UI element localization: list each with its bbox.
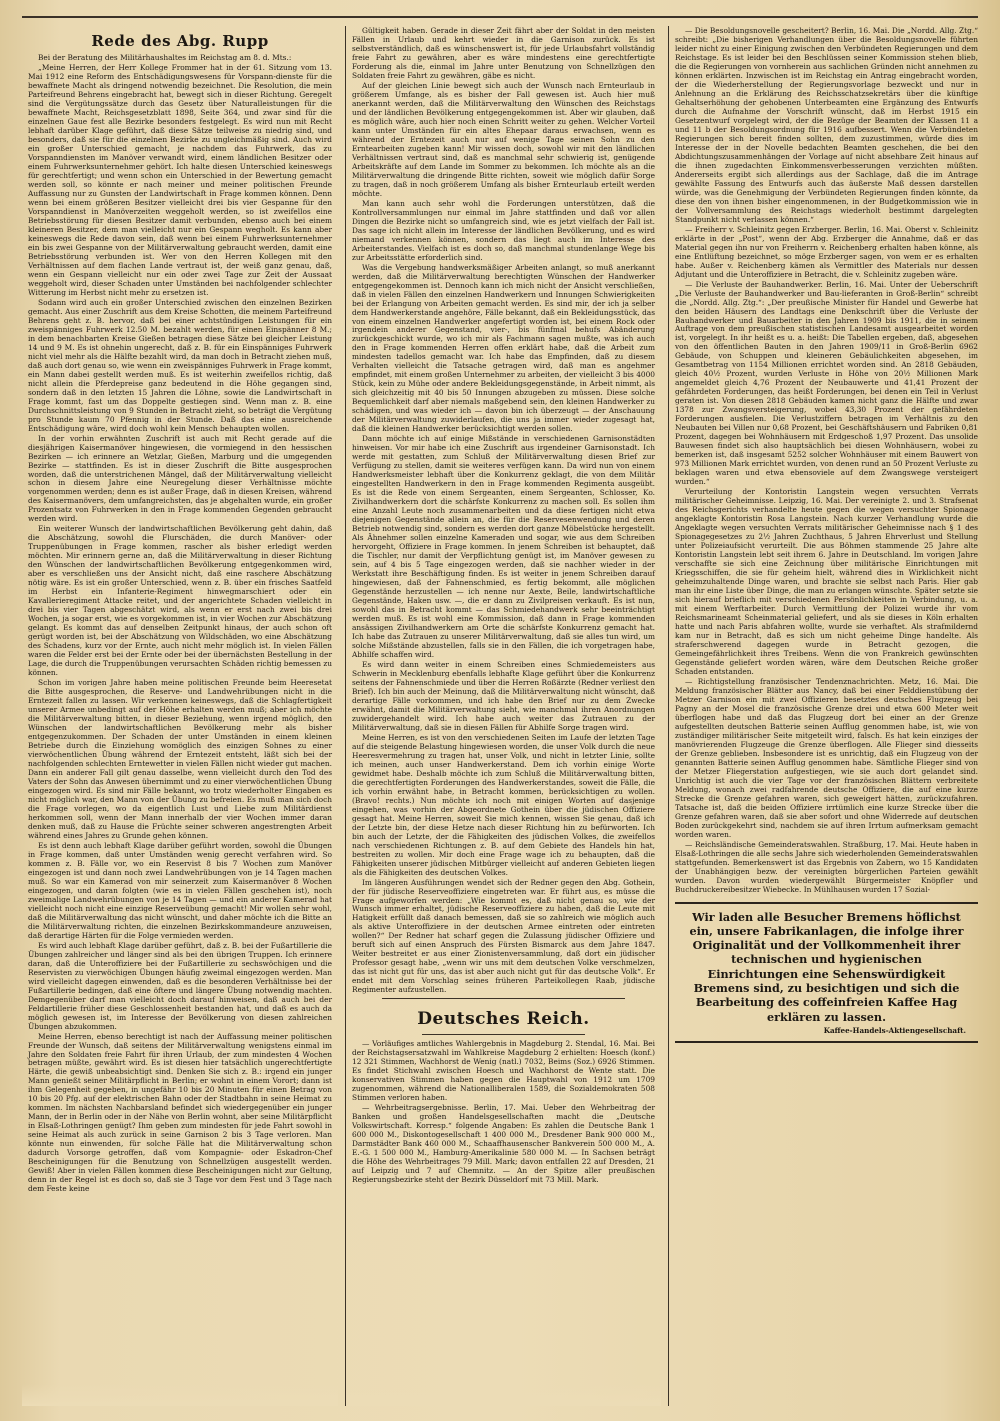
section-title-deutsches-reich: Deutsches Reich. xyxy=(417,1009,590,1030)
advertisement-text: Wir laden alle Besucher Bremens höflichst ein, unsere Fabrikanlagen, die infolge ihrer Originalität und der Vollkommenheit ihrer technischen und hygienischen Einrichtungen eine Sehenswürdigkeit Bremens sind, zu besichtigen und sich die Bearbeitung des coffeinfreien Kaffee Hag erklären zu lassen. xyxy=(689,909,964,1024)
news-item: — Wehrbeitragsergebnisse. Berlin, 17. Mai. Ueber den Wehrbeitrag der Banken und großen Handelsgesellschaften macht die „Deutsche Volkswirtschaft. Korresp.“ folgende Angaben: Es zahlen die Deutsche Bank 1 600 000 M., Diskontogesellschaft 1 400 000 M., Dresdener Bank 900 000 M., Darmstädter Bank 460 000 M., Schaaffhausenscher Bankverein 500 000 M., A. E.-G. 1 500 000 M., Hamburg-Amerikalinie 580 000 M. — In Sachsen beträgt die Höhe des Wehrbeitrages 79 Mill. Mark; davon entfallen 22 auf Dresden, 21 auf Leipzig und 7 auf Chemnitz. — An der Spitze aller preußischen Regierungsbezirke steht der Bezirk Düsseldorf mit 73 Mill. Mark. xyxy=(352,1102,655,1184)
paragraph: Meine Herren, es ist von den verschiedenen Seiten im Laufe der letzten Tage auf die steigende Belastung hingewiesen worden, die unser Volk durch die neue Heeresvermehrung zu tragen hat, unser Volk, und nicht in letzter Linie, sollte ich meinen, auch unser Handwerkerstand. Dem ich vorhin einige Worte gewidmet habe. Deshalb möchte ich zum Schluß die Militärverwaltung bitten, die gerechtfertigten Forderungen des Handwerkerstandes, soweit die Fälle, die ich vorhin erwähnt habe, in Betracht kommen, berücksichtigen zu wollen. (Bravo! rechts.) Nun möchte ich noch mit einigen Worten auf dasjenige eingehen, was vorhin der Abgeordnete Gothein über die jüdischen Offiziere gesagt hat. Meine Herren, soweit Sie mich kennen, wissen Sie genau, daß ich der Letzte bin, der diese Hetze nach dieser Richtung hin zu befürworten. Ich bin auch der Letzte, der die Fähigkeiten des jüdischen Volkes, die zweifellos nach verschiedenen Richtungen z. B. auf dem Gebiete des Handels hin hat, bestreiten zu wollen. Mir doch eine Frage wage ich zu behaupten, daß die Fähigkeiten unserer jüdischen Mitbürger vielleicht auf anderen Gebieten liegen als die Fähigkeiten des deutschen Volkes. xyxy=(352,732,655,877)
advertisement-kaffee-hag xyxy=(675,902,978,1044)
paragraph: Schon im vorigen Jahre haben meine politischen Freunde beim Heeresetat die Bitte ausgesprochen, die Reserve- und Landwehrübungen nicht in die Erntezeit fallen zu lassen. Wir verkennen keineswegs, daß die Schlagfertigkeit unserer Armee unbedingt auf der Höhe erhalten werden muß; aber ich möchte die Militärverwaltung bitten, in dieser Beziehung, wenn irgend möglich, den Wünschen der landwirtschaftlichen Bevölkerung mehr als bisher entgegenzukommen. Der Schaden der unter Umständen in einem kleinen Betriebe durch die Einziehung womöglich des einzigen Sohnes zu einer vierwöchentlichen Übung während der Erntezeit entsteht, läßt sich bei der nachfolgenden schlechten Erntewetter in vielen Fällen nicht wieder gut machen. Dann ein anderer Fall gilt genau dasselbe, wenn vielleicht durch den Tod des Vaters der Sohn das Anwesen übernimmt und zu einer vierwöchentlichen Übung eingezogen wird. Es sind mir Fälle bekannt, wo trotz wiederholter Eingaben es nicht möglich war, den Mann von der Übung zu befreien. Es muß man sich doch die Frage vorlegen, wo da eigentlich Lust und Liebe zum Militärdienst herkommen soll, wenn der Mann innerhalb der vier Wochen immer daran denken muß, daß zu Hause die Früchte seiner schweren angestrengten Arbeit während eines Jahres zu Grunde gehen können. xyxy=(28,678,332,840)
paragraph: Es ist denn auch lebhaft Klage darüber geführt worden, sowohl die Übungen in Frage kommen, daß unter Umständen wenig gerecht verfahren wird. So kommen z. B. Fälle vor, wo ein Reservist 8 bis 7 Wochen zum Manöver eingezogen ist und dann noch zwei Landwehrübungen von je 14 Tagen machen muß. So war ein Kamerad von mir seinerzeit zum Kaisermanöver 8 Wochen eingezogen, und daran folgten (wie es in vielen Fällen geschehen ist), noch zweimalige Landwehrübungen von je 14 Tagen — und ein anderer Kamerad hat vielleicht noch nicht eine einzige Reserveübung gemacht! Mir wollen sehr wohl, daß die Militärverwaltung das nicht wünscht, und daher möchte ich die Bitte an die Militärverwaltung richten, die einzelnen Bezirkskommandeure anzuweisen, daß derartige Härten für die Folge vermieden werden. xyxy=(28,840,332,940)
paragraph: Es wird dann weiter in einem Schreiben eines Schmiedemeisters aus Schwerin in Mecklenburg ebenfalls lebhafte Klage geführt über die Konkurrenz seitens der Fahnenschmiede und über die Herren Roßärzte (Redner verliest den Brief). Ich bin auch der Meinung, daß die Militärverwaltung nicht wünscht, daß derartige Fälle vorkommen, und ich habe den Brief nur zu dem Zwecke erwähnt, damit die Militärverwaltung sieht, wie manchmal ihren Anordnungen zuwidergehandelt wird. Ich habe auch weiter das Zutrauen zu der Militärverwaltung, daß sie in diesen Fällen für Abhilfe Sorge tragen wird. xyxy=(352,659,655,732)
news-item: — Reichsländische Gemeinderatswahlen. Straßburg, 17. Mai. Heute haben in Elsaß-Lothringen die alle sechs Jahre sich wiederholenden Gemeinderatswahlen stattgefunden. Bemerkenswert ist das Ergebnis von Zabern, wo 15 Kandidaten der Unabhängigen bezw. der vereinigten bürgerlichen Parteien gewählt wurden. Davon wurden wiedergewählt Bürgermeister Knöpfler und Buchdruckereibesitzer Wiebecke. In Mühlhausen wurden 17 Sozial- xyxy=(675,839,978,894)
paragraph: Dann möchte ich auf einige Mißstände in verschiedenen Garnisonstädten hinweisen. Vor mir habe ich eine Zuschrift aus irgendeiner Garnisonstadt. Ich werde mit gestatten, zum Schluß der Militärverwaltung diesen Brief zur Verfügung zu stellen, damit sie weiteres verfügen kann. Da wird nun von einem Handwerksmeister lebhaft über die Konkurrenz geklagt, die von dem Militär eingestellten Handwerkern in den in Frage kommenden Regimenta ausgeübt. Es ist die Rede von einem Sergeanten, einem Sergeanten, Schlosser, Ko. Zivilhandwerkern dort die schärfste Konkurrenz zu machen soll. Es sollen ihm eine Anzahl Leute noch zusammenarbeiten und da diese fertigen nicht etwa diejenigen Gegenstände allein an, die für die Reservesenwendung und deren Betrieb notwendig sind, sondern es werden dort ganze Möbelstücke hergestellt. Als Ähnehmer sollen einzelne Kameraden und sogar, wie aus dem Schreiben hervorgeht, Offiziere in Frage kommen. In jenem Schreiben ist behauptet, daß die Tischler, nur damit der Verpflichtung genügt ist, im Manöver gewesen zu sein, auf 4 bis 5 Tage eingezogen werden, daß sie nachher wieder in der Werkstatt ihre Beschäftigung finden. Es ist weiter in jenem Schreiben darauf hingewiesen, daß der Fahnenschmied, es fertig bekommt, alle möglichen Gegenstände herzustellen — ich nenne nur Aexte, Beile, landwirtschaftliche Gegenstände, Haken usw. —, die er dann zu Zivilpreisen verkauft. Es ist nun, sowohl das in Betracht kommt — das Schmiedehandwerk sehr beeinträchtigt werden muß. Es ist wohl eine Kommission, daß dann in Frage kommenden ansässigen Zivilhandwerkern am Orte die schärfste Konkurrenz gemacht hat. Ich habe das Zutrauen zu unserer Militärverwaltung, daß sie alles tun wird, um solche Mißstände abzustellen, falls sie in den Fällen, die ich vorgetragen habe, Abhilfe schaffen wird. xyxy=(352,434,655,659)
column-left xyxy=(22,26,338,1406)
news-item: — Vorläufiges amtliches Wahlergebnis in Magdeburg 2. Stendal, 16. Mai. Bei der Reichstagsersatzwahl im Wahlkreise Magdeburg 2 erhielten: Hoesch (konf.) 12 321 Stimmen, Wachhorst de Wenig (natl.) 7032, Beims (Soz.) 6926 Stimmen. Es findet Stichwahl zwischen Hoesch und Wachhorst de Wente statt. Die konservativen Stimmen haben gegen die Hauptwahl von 1912 um 1709 zugenommen, während die Nationalliberalen 1589, die Sozialdemokraten 508 Stimmen verloren haben. xyxy=(352,1038,655,1102)
news-item: — Die Besoldungsnovelle gescheitert? Berlin, 16. Mai. Die „Nordd. Allg. Ztg.“ schreibt: „Die bisherigen Verhandlungen über die Besoldungsnovelle führten leider nicht zu einer Einigung zwischen den Verbündeten Regierungen und dem Reichstage. Es ist leider bei den Beschlüssen seiner Kommission stehen blieb, die die Regierungen von vornherein aus sachlichen Gründen nicht annehmen zu können erklärten. Inzwischen ist im Reichstag ein Antrag eingebracht worden, der die Wiederherstellung der Regierungsvorlage bezweckt und nur in Anlehnung an die Erklärung des Reichsschatzsekretärs über die künftige Gehaltserhöhung der gehobenen Unterbeamten eine Ergänzung des Entwurfs durch die Aufnahme der Vorschrift wünscht, daß im Herbst 1915 ein Gesetzentwurf vorgelegt wird, der die Bezüge der Beamten der Klassen 11 a und 11 b der Besoldungsordnung für 1916 aufbessert. Wenn die Verbündeten Regierungen sich bereit finden sollten, dem zuzustimmen, würde dies im Interesse der in der Novelle bedachten Beamten geschehen, die bei den Abdichtungszusammenhängen der Vorlage auf nicht absehbare Zeit hinaus auf die ihnen zugedachten Einkommensverbesserungen verzichten müßten. Andererseits ergibt sich allerdings aus der Sachlage, daß die im Antrage gewählte Fassung des Entwurfs auch das äußerste Maß dessen darstellen würde, was die Genehmigung der Verbündeten Regierungen finden könnte, da diese den von ihnen bisher eingenommenen, in der Budgetkommission wie in der Vollversammlung des Reichstags wiederholt bestimmt dargelegten Standpunkt nicht verlassen können.“ xyxy=(675,26,978,224)
paragraph: Was die Vergebung handwerksmäßiger Arbeiten anlangt, so muß anerkannt werden, daß die Militärverwaltung berechtigten Wünschen der Handwerker entgegengekommen ist. Dennoch kann ich mich nicht der Ansicht verschließen, daß in vielen Fällen den einzelnen Handwerkern und Innungen Schwierigkeiten bei der Erlangung von Arbeiten gemacht werden. Es sind mir, der ich ja selber dem Handwerkerstande angehöre, Fälle bekannt, daß ein Bekleidungsstück, das von einem einzelnen Handwerker angefertigt worden ist, bei einem Rock oder irgendein anderer Gegenstand, vier-, bis fünfmal behufs Abänderung zurückgeschickt wurde, wo ich mir als Fachmann sagen mußte, was ich auch den in Frage kommenden Herren offen erklärt habe, daß die Arbeit zum mindesten tadellos gemacht war. Ich habe das Empfinden, daß zu diesem Verhalten vielleicht die Tatsache getragen wird, daß man es angehmer empfindet, mit einem großen Unternehmer zu arbeiten, der vielleicht 3 bis 4000 Stück, kein zu Mühe oder andere Bekleidungsgegenstände, in Arbeit nimmt, als sich gleichzeitig mit 40 bis 50 Innungen abzugeben zu müssen. Diese solche Bequemlichkeit darf aber niemals maßgebend sein, den kleinen Handwerker zu schädigen, und was wieder ich — davon bin ich überzeugt — der Anschauung der Militärverwaltung zuwiderlaufen, die uns ja immer wieder zugesagt hat, daß die kleinen Handwerker berücksichtigt werden sollen. xyxy=(352,262,655,434)
column-fade xyxy=(22,1384,338,1406)
paragraph: Auf der gleichen Linie bewegt sich auch der Wunsch nach Ernteurlaub in größerem Umfange, als es bisher der Fall gewesen ist. Auch hier muß anerkannt werden, daß die Militärverwaltung den Wünschen des Reichstags und der ländlichen Bevölkerung entgegengekommen ist. Aber wir glauben, daß es möglich wäre, auch hier noch einen Schritt weiter zu gehen. Welcher Vorteil kann unter Umständen für ein altes Ehepaar daraus erwachsen, wenn es während der Erntezeit auch nur auf wenige Tage seinen Sohn zu den Erntearbeiten zugeben kann! Mir wissen doch, sowohl wir mit den ländlichen Verhältnissen vertraut sind, daß es manchmal sehr schwierig ist, genügende Arbeitskräfte auf dem Lande im Sommer zu bekommen. Ich möchte als an die Militärverwaltung die dringende Bitte richten, soweit wie möglich dafür Sorge zu tragen, daß in noch größerem Umfang als bisher Ernteurlaub erteilt werden möchte. xyxy=(352,80,655,198)
news-item: — Freiherr v. Schleinitz gegen Erzberger. Berlin, 16. Mai. Oberst v. Schleinitz erklärte in der „Post“, wenn der Abg. Erzberger die Annahme, daß er das Material gegen ihn nur von Freiherrn v. Reichenberg erhalten haben könne, als eine Entlüftung bezeichnet, so möge Erzberger sagen, von wem er es erhalten habe. Außer v. Reichenberg kämen als Vermittler des Materials nur dessen Adjutant und die Unteroffiziere in Betracht, die v. Schleinitz zugeben wäre. xyxy=(675,224,978,279)
column-fade xyxy=(346,1384,661,1406)
news-item: — Die Verluste der Bauhandwerker. Berlin, 16. Mai. Unter der Ueberschrift „Die Verluste der Bauhandwerker und Bau-lieferanten in Groß-Berlin“ schreibt die „Nordd. Allg. Ztg.“: „Der preußische Minister für Handel und Gewerbe hat den beiden Häusern des Landtags eine Denkschrift über die Verluste der Bauhandwerker und Bauarbeiter in den Jahren 1909 bis 1911, die in seinem Auftrage von dem preußischen statistischen Landesamt ausgearbeitet worden ist, vorgelegt. In ihr heißt es u. a. heißt: Die Tabellen ergeben, daß, abgesehen von den öffentlichen Bauten in den Jahren 1909/11 in Groß-Berlin 6962 Gebäude, von Schuppen und kleineren Gebäulichkeiten abgesehen, im Gesamtbetrag von 1154 Millionen errichtet worden sind. An 2818 Gebäuden, gleich 40½ Prozent, wurden Verluste in Höhe von 20½ Millionen Mark angemeldet gleich 4,76 Prozent der Neubauwerte und 41,41 Prozent der gefährdeten Forderungen, das heißt Forderungen, bei denen ein Teil in Verlust geraten ist. Von diesen 2818 Gebäuden kamen nicht ganz die Hälfte und zwar 1378 zur Zwangsversteigerung, wobei 43,30 Prozent der gefährdeten Forderungen ausfielen. Die Verlustziffern betragen im Verhältnis zu den Neubauten bei Villen nur 0,68 Prozent, bei Geschäftshäusern und Fabriken 0,81 Prozent, dagegen bei Wohnhäusern mit Erdgeschoß 1,97 Prozent. Das unsolide Bauwesen findet sich also hauptsächlich bei diesen Wohnhäusern, wobei zu bemerken ist, daß insgesamt 5252 solcher Wohnhäuser mit einem Bauwert von 973 Millionen Mark errichtet wurden, von denen rund an 50 Prozent Verluste zu beklagen waren und etwa ebensoviele auf dem Zwangswege versteigert wurden.“ xyxy=(675,279,978,487)
news-item: — Richtigstellung französischer Tendenznachrichten. Metz, 16. Mai. Die Meldung französischer Blätter aus Nancy, daß bei einer Felddienstübung der Metzer Garnison ein mit zwei Offizieren besetztes deutsches Flugzeug bei Pagny an der Mosel die französische Grenze drei und etwa 600 Meter weit überflogen habe und daß das Flugzeug dort bei einer an der Grenze aufgestellten deutschen Batterie seinen Aufflug genommen habe, ist, wie von zuständiger militärischer Seite mitgeteilt wird, falsch. Es hat kein einziges der manövrierenden Flugzeuge die Grenze überflogen. Alle Flieger sind diesseits der Grenze geblieben. Insbesondere ist es unrichtig, daß ein Flugzeug von der genannten Batterie seinen Aufflug genommen habe. Sämtliche Flieger sind von der Metzer Fliegerstation aufgestiegen, wie sie auch dort gelandet sind. Unrichtig ist auch die vier Tage vor der französischen Blättern verbreitete Meldung, wonach zwei radfahrende deutsche Offiziere, die auf eine kurze Strecke die Grenze gefahren waren, sich geweigert hätten, zurückzufahren. Tatsache ist, daß die beiden Offiziere irrtümlich eine kurze Strecke über die Grenze gefahren waren, daß sie aber sofort und ohne Widerrede auf deutschen Boden zurückgekehrt sind, nachdem sie auf ihren Irrtum aufmerksam gemacht worden waren. xyxy=(675,676,978,839)
paragraph: Gültigkeit haben. Gerade in dieser Zeit fährt aber der Soldat in den meisten Fällen in Urlaub und kehrt wieder in die Garnison zurück. Es ist selbstverständlich, daß es wünschenswert ist, für jede Urlaubsfahrt vollständig freie Fahrt zu gewähren, aber es wäre mindestens eine gerechtfertigte Forderung als die, einmal im Jahre unter Benutzung von Schnellzügen den Soldaten freie Fahrt zu gewähren, gäbe es nicht. xyxy=(352,26,655,80)
section-divider xyxy=(382,998,625,999)
columns xyxy=(22,26,978,1406)
paragraph: Man kann auch sehr wohl die Forderungen unterstützen, daß die Kontrollversammlungen nur einmal im Jahre stattfinden und daß vor allen Dingen die Bezirke nicht so umfangreich sind, wie es jetzt vielfach der Fall ist. Das sage ich nicht allein im Interesse der ländlichen Bevölkerung, und es wird niemand verkennen können, sondern das liegt auch im Interesse des Arbeiterstandes. Vielfach ist es doch so, daß manchmal stundenlange Wege bis zur Arbeitsstätte erforderlich sind. xyxy=(352,198,655,262)
article-title-rupp: Rede des Abg. Rupp xyxy=(91,32,269,50)
paragraph: Ein weiterer Wunsch der landwirtschaftlichen Bevölkerung geht dahin, daß die Abschätzung, sowohl die Flurschäden, die durch Manöver- oder Truppenübungen in Frage kommen, rascher als bisher erledigt werden möchten. Mir erinnern gerne an, daß die Militärverwaltung in dieser Richtung den Wünschen der landwirtschaftlichen Bevölkerung entgegenkommen wird, aber es verschließen uns der Ansicht nicht, daß eine raschere Abschätzung nötig wäre. Es ist ein großer Unterschied, wenn z. B. über ein frisches Saatfeld im Herbst ein Infanterie-Regiment hinwegmarschiert oder ein Kavallerieregiment Attacke reitet, und der angerichtete Schaden vielleicht in drei bis vier Tagen abgeschätzt wird, als wenn er erst nach zwei bis drei Wochen, ja sogar erst, wie es vorgekommen ist, in vier Wochen zur Abschätzung gelangt. Es kommt das auf denselben Zeitpunkt hinaus, der auch schon oft gerügt worden ist, bei der Abschätzung von Wildschäden, wo eine Abschätzung des Schadens, kurz vor der Ernte, auch nicht mehr möglich ist. In vielen Fällen waren die Felder erst bei der Ernte oder bei der übernächsten Bestellung in der Lage, die durch die Truppenübungen verursachten Schäden richtig bemessen zu können. xyxy=(28,524,332,678)
paragraph: Bei der Beratung des Militärhaushaltes im Reichstag am 8. d. Mts.: xyxy=(38,53,292,63)
column-middle xyxy=(345,26,661,1406)
paragraph: In der vorhin erwähnten Zuschrift ist auch mit Recht gerade auf die diesjährigen Kaisermanöver hingewiesen, die vormiegend in den hessischen Bezirken — ich erinnere an Wetzlar, Gießen, Marburg und die umgegenden Bezirke — stattfinden. Es ist in dieser Zuschrift die Bitte ausgesprochen worden, daß die unterstrichenen Mängel, daß der Militärverwaltung vielleicht schon in diesem Jahre eine Neuregelung dieser Verhältnisse möchte vorgenommen werden; denn es ist außer Frage, daß in diesen Kreisen, während des Kaisermanövers, dem umfangreichsten, das je abgehalten wurde, ein großer Prozentsatz von Fuhrwerken in den in Frage kommenden Gegenden gebraucht werden wird. xyxy=(28,433,332,524)
advertisement-signoff: Kaffee-Handels-Aktiengesellschaft. xyxy=(823,1026,966,1036)
column-right xyxy=(668,26,984,1406)
paragraph: Im längeren Ausführungen wendet sich der Redner gegen den Abg. Gothein, der für jüdische Reserveoffiziere eingetreten war. Er führt aus, es müsse die Frage aufgeworfen werden: „Wie kommt es, daß nicht genau so, wie der Wunsch immer erhaltet, jüdische Reserveoffiziere zu haben, daß die Leute mit Hatigkeit erfüllt daß danach bemessen, daß sie so zahlreich wie möglich auch als aktive Unteroffiziere in der deutschen Armee eintreten oder eintreten wollen?“ Der Redner hat scharf gegen die Zulassung jüdischer Offiziere und beruft sich auf einen Anspruch des Fürsten Bismarck aus dem Jahre 1847. Weiter bestreitet er aus einer Zionistenversammlung, daß dort ein jüdischer Professor gesagt habe, „wenn wir uns mit dem deutschen Volke verschmelzen, das ist nicht gut für uns, das ist aber auch nicht gut für das deutsche Volk“. Er endet mit dem Vorschlag seines früheren Parteikollegen Raab, jüdische Regimenter aufzustellen. xyxy=(352,877,655,995)
paragraph: „Meine Herren, der Herr Kollege Frommer hat in der 61. Sitzung vom 13. Mai 1912 eine Reform des Entschädigungswesens für Vorspann-dienste für die bewaffnete Macht als dringend notwendig bezeichnet. Die Resolution, die mein Parteifreund Behrens eingebracht hat, bewegt sich in dieser Richtung. Geregelt sind die Vergütungssätze durch das Gesetz über Naturalleistungen für die bewaffnete Macht, Reichsgesetzblatt 1898, Seite 364, und zwar sind für die einzelnen Gaue fest alle Bezirke besonders festgelegt. Es wird nun mit Recht lebhaft darüber Klage geführt, daß diese Sätze teilweise zu niedrig sind, und besonders, daß sie für die einzelnen Bezirke zu ungleichmäßig sind. Auch wird ein großer Unterschied gemacht, je nachdem das Fuhrwerk, das zu Vorspanndiensten im Manöver verwandt wird, einem ländlichen Besitzer oder einem Fuhrwerksunternehmer gehört. Ich halte diesen Unterschied keineswegs für gerechtfertigt; und wenn schon ein Unterschied in der Bewertung gemacht werden soll, so könnte er nach meiner und meiner politischen Freunde Auffassung nur zu Gunsten der Landwirtschaft in Frage kommen können. Denn wenn bei einem größeren Besitzer vielleicht drei bis vier Gespanne für den Vorspanndienst in Manöverzeiten weggeholt werden, so ist zweifellos eine Betriebsstörung für diesen Besitzer damit verbunden, ebenso auch bei einem kleineren Besitzer, dem man vielleicht nur ein Gespann wegholt. Es kann aber keineswegs die Rede davon sein, daß wenn bei einem Fuhrwerksunternehmer ein bis zwei Gespanne von der Militärverwaltung gebraucht werden, damit eine Betriebsstörung verbunden ist. Wer von den Herren Kollegen mit den Verhältnissen auf dem flachen Lande vertraut ist, der weiß ganz genau, daß, wenn ein Gespann vielleicht nur ein oder zwei Tage zur Zeit der Aussaat weggeholt wird, dieser Schaden unter Umständen bei nachfolgender schlechter Witterung im Herbst nicht mehr zu ersetzen ist. xyxy=(28,63,332,297)
paragraph: Es wird auch lebhaft Klage darüber geführt, daß z. B. bei der Fußartillerie die Übungen zahlreicher und länger sind als bei den übrigen Truppen. Ich erinnere daran, daß die Unteroffiziere bei der Fußartillerie zu sechswöchigen und die Reservisten zu vierwöchigen Übungen häufig zweimal eingezogen werden. Man wird vielleicht dagegen einwenden, daß es die besonderen Verhältnisse bei der Fußartillerie bedingen, daß eine öftere und längere Übung notwendig machten. Demgegenüber darf man vielleicht doch darauf hinweisen, daß auch bei der Feldartillerie früher diese Geschlossenheit bestanden hat, und daß es auch da möglich gewesen ist, im Interesse der Bevölkerung von diesen zahlreichen Übungen abzukommen. xyxy=(28,940,332,1031)
section-divider xyxy=(422,1034,585,1035)
news-item: Verurteilung der Kontoristin Langstein wegen versuchten Verrats militärischer Geheimnisse. Leipzig, 16. Mai. Der vereinigte 2. und 3. Strafsenat des Reichsgerichts verhandelte heute gegen die wegen versuchter Spionage angeklagte Kontoristin Rosa Langstein. Nach kurzer Verhandlung wurde die Angeklagte wegen versuchten Verrats militärischer Geheimnisse nach § 1 des Spionagegesetzes zu 2½ Jahren Zuchthaus, 5 Jahren Ehrverlust und Stellung unter Polizeiaufsicht verurteilt. Die aus Böhmen stammende 25 Jahre alte Kontoristin Langstein lebt seit ihrem 6. Jahre in Deutschland. Im vorigen Jahre verschaffte sie sich eine Zeichnung über militärische Einrichtungen mit Kriegsschiffen, die sie für geheim hielt, während dies in Wirklichkeit nicht geheimzuhaltende Dinge waren, und brachte sie selbst nach Paris. Hier gab man ihr eine Liste über Dinge, die man zu erlangen wünschte. Später setzte sie sich hierauf brieflich mit verschiedenen Persönlichkeiten in Verbindung, u. a. mit einem Werftarbeiter. Durch Vermittlung der Polizei wurde ihr vom Reichsmarineamt Scheinmaterial geliefert, und als sie dieses in Köln erhalten hatte und nach Paris abfahren wollte, wurde sie verhaftet. Als strafmildernd kam nur in Betracht, daß es sich um nicht geheime Dinge handelte. Als straferschwerend dagegen wurde in Betracht gezogen, die Gemeingefährlichkeit ihres Treibens. Wenn die von Frankreich gewünschten Gegenstände geliefert worden wären, wäre dem Deutschen Reiche großer Schaden entstanden. xyxy=(675,487,978,676)
top-rule xyxy=(22,16,978,18)
paragraph: Meine Herren, ebenso berechtigt ist nach der Auffassung meiner politischen Freunde der Wunsch, daß seitens der Militärverwaltung wenigstens einmal im Jahre den Soldaten freie Fahrt für ihren Urlaub, der zum mindesten 4 Wochen betragen müßte, gewährt wird. Es ist diesen hier tatsächlich ungerechtfertigte Härte, die gewiß unbeabsichtigt sind. Denken Sie sich z. B.: irgend ein junger Mann genießt seiner Militärpflicht in Berlin; er wohnt in einem Vorort; dann ist ihm Gelegenheit gegeben, in ungefähr 10 bis 20 Minuten für einen Betrag von 10 bis 20 Pfg. auf der elektrischen Bahn oder der Stadtbahn in seine Heimat zu kommen. Im nächsten Nachbarsland befindet sich wiedergegenüber ein junger Mann, der in Berlin oder in der Nähe von Berlin wohnt, aber seine Militärpflicht in Elsaß-Lothringen genügt? Ihm geben zum mindesten für jede Fahrt sowohl in seine Heimat als auch zurück in seine Garnison 2 bis 3 Tage verloren. Man könnte nun einwenden, für solche Fälle hat die Militärverwaltung schon dadurch Vorsorge getroffen, daß vom Kompagnie- oder Eskadron-Chef Bescheinigungen für die Benutzung von Schnellzügen ausgestellt werden. Gewiß! Aber in vielen Fällen kommen diese Bescheinigungen nicht zur Geltung, denn in der Regel ist es doch so, daß sie 3 Tage vor dem Fest und 3 Tage nach dem Feste keine xyxy=(28,1031,332,1194)
paragraph: Sodann wird auch ein großer Unterschied zwischen den einzelnen Bezirken gemacht. Aus einer Zuschrift aus dem Kreise Schotten, die meinem Parteifreund Behrens geht z. B. hervor, daß bei einer achtstündigen Leistungen für ein zweispänniges Fuhrwerk 12.50 M. bezahlt werden, für einen Einspänner 8 M.; in dem benachbarten Kreise Gießen betragen diese Sätze bei gleicher Leistung 14 und 9 M. Es ist ohnehin ungerecht, daß z. B. für ein Einspänniges Fuhrwerk nicht viel mehr als die Hälfte bezahlt wird, da man doch in Betracht ziehen muß, daß auch dort genau so, wie wenn ein zweispänniges Fuhrwerk in Frage kommt, ein Mann dabei gestellt werden muß. Es ist weiterhin zweifellos richtig, daß nicht allein die Pferdepreise ganz bedeutend in die Höhe gegangen sind, sondern daß in den letzten 15 Jahren die Löhne, sowie die Landwirtschaft in Frage kommt, fast um das Doppelte gestiegen sind. Wenn man z. B. eine Durchschnittsleistung von 9 Stunden in Betracht zieht, so beträgt die Vergütung pro Stunde kaum 70 Pfennig in der Stunde. Daß das eine ausreichende Entschädigung wäre, wird doch wohl kein Mensch behaupten wollen. xyxy=(28,297,332,433)
